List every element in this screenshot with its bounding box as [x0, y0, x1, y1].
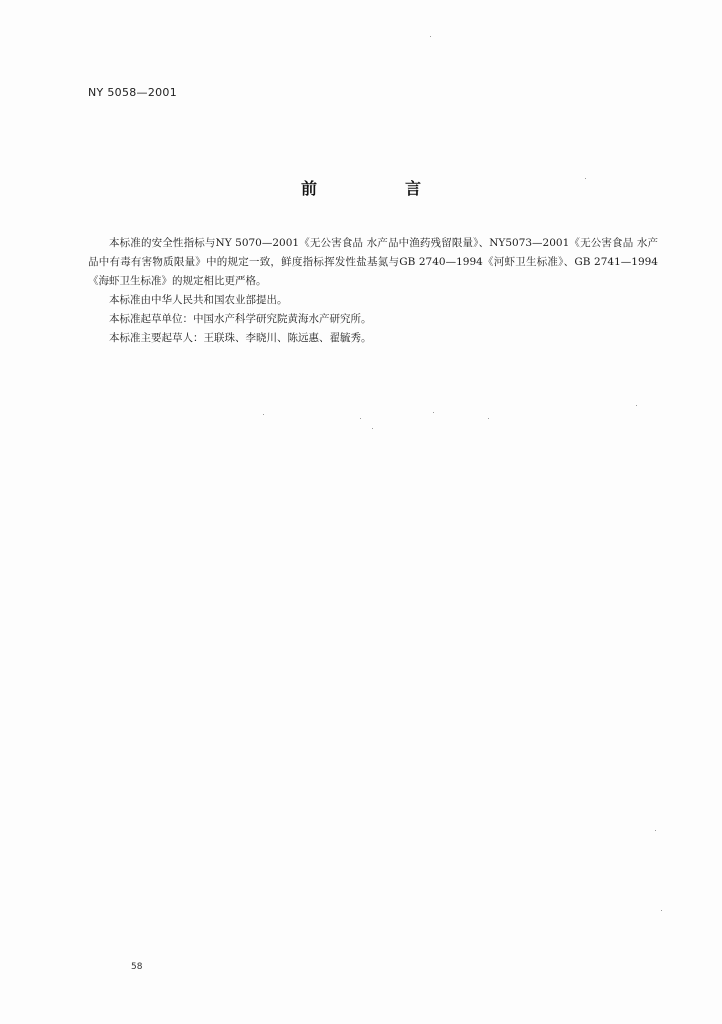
scan-speck: [585, 178, 586, 179]
scan-speck: [488, 418, 489, 419]
standard-code: NY 5058—2001: [88, 86, 178, 99]
paragraph-proposed-by: 本标准由中华人民共和国农业部提出。: [109, 294, 288, 306]
paragraph-drafters: 本标准主要起草人：王联珠、李晓川、陈远惠、翟毓秀。: [109, 332, 372, 344]
foreword-body: [88, 234, 658, 348]
scan-speck: [636, 405, 637, 406]
scan-speck: [433, 412, 434, 413]
scan-speck: [661, 910, 662, 911]
scan-speck: [372, 428, 373, 429]
scan-speck: [430, 36, 431, 37]
scan-speck: [360, 418, 361, 419]
page-number: 58: [131, 962, 143, 972]
paragraph-drafting-unit: 本标准起草单位：中国水产科学研究院黄海水产研究所。: [109, 313, 372, 325]
scan-speck: [655, 830, 656, 831]
page-title: 前 言: [300, 179, 457, 198]
paragraph-safety-indicators: 本标准的安全性指标与NY 5070—2001《无公害食品 水产品中渔药残留限量》、NY5073—2001《无公害食品 水产品中有毒有害物质限量》中的规定一致，鲜度指标挥发性盐基氮与GB 2740—1994《河虾卫生标准》、GB 2741—1994《海虾卫生标准》的规定相比更严格。: [88, 237, 658, 287]
scan-speck: [263, 414, 264, 415]
